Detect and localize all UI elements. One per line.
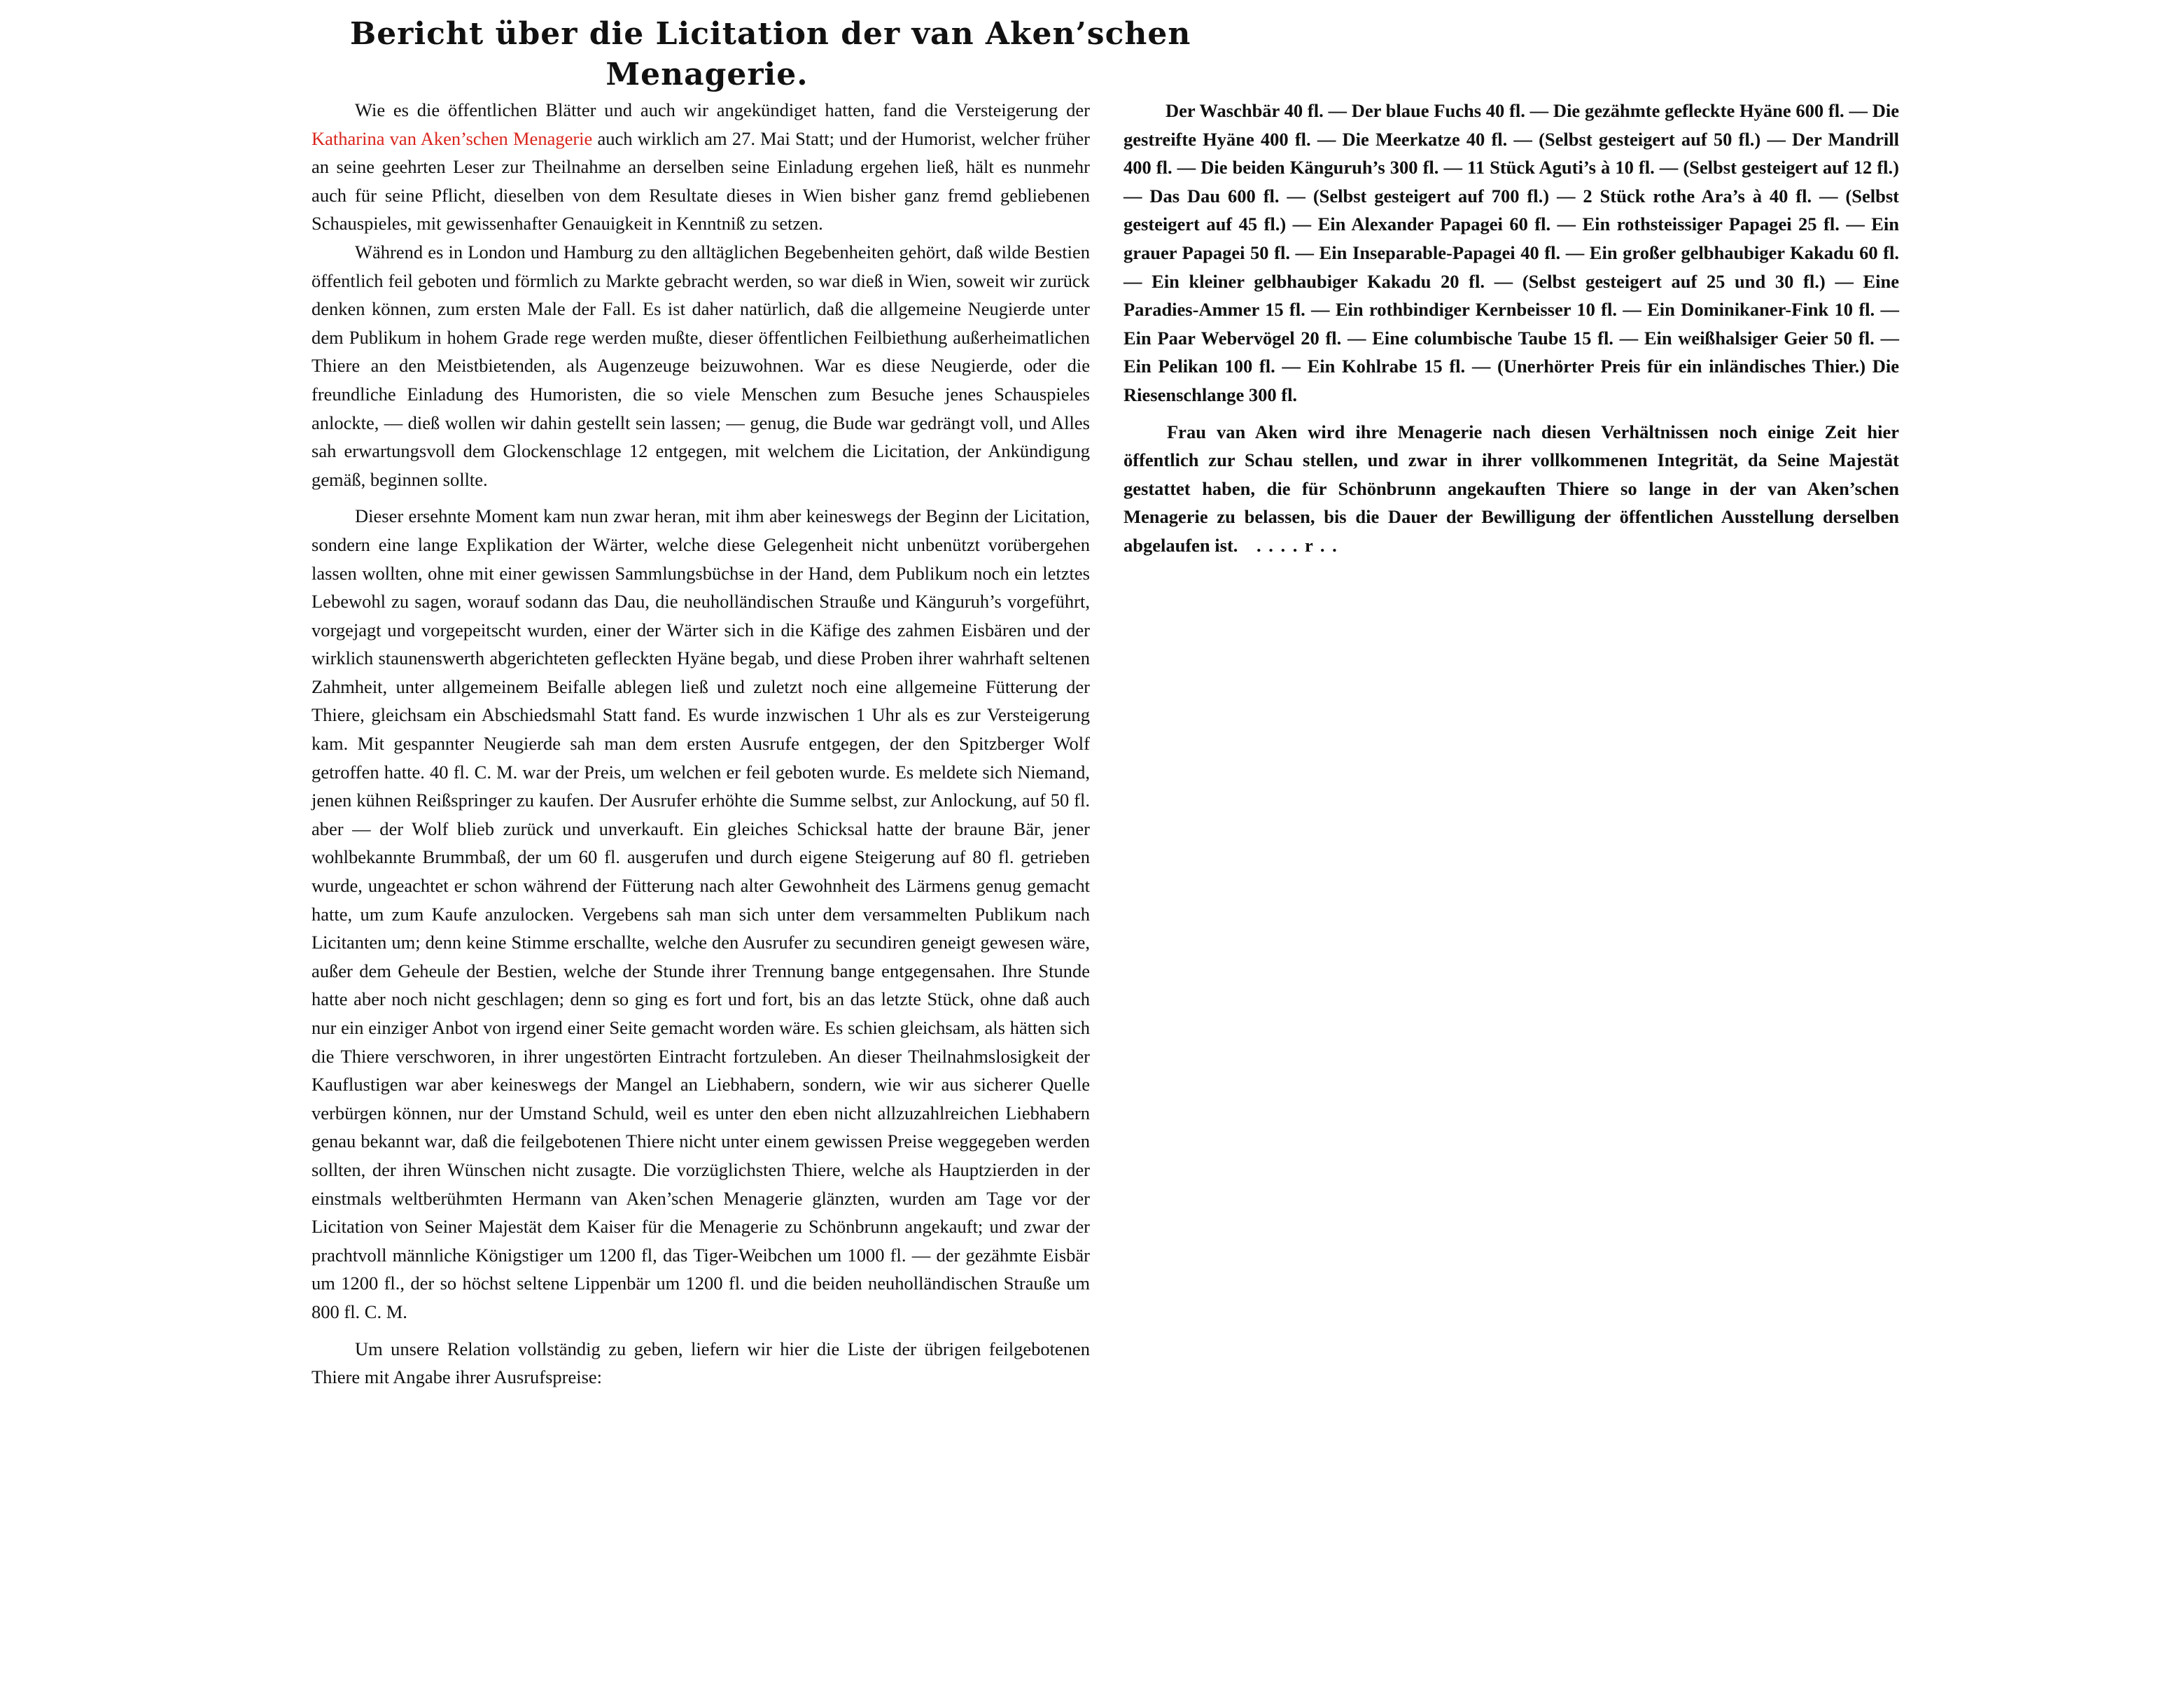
intro-text-after: auch wirklich am 27. Mai Statt; und der Humorist, welcher früher an seine geehrten Leser zur Theilnahme an derselben seine Einladung ergehen ließ, hält es nunmehr auch für seine Pflicht, dieselben von dem Resultate dieses in Wien bisher ganz fremd gebliebenen Schauspieles, mit gewissenhafter Genauigkeit in Kenntniß zu setzen. — [312, 127, 1090, 234]
paragraph-list-intro: Um unsere Relation vollständig zu geben, liefern wir hier die Liste der übrigen feilgebotenen Thiere mit Angabe ihrer Ausrufspreise: — [312, 1338, 1090, 1388]
article-title — [350, 14, 1191, 95]
title-line-2: Menagerie. — [606, 57, 808, 92]
paragraph-context: Während es in London und Hamburg zu den alltäglichen Begebenheiten gehört, daß wilde Bestien öffentlich feil geboten und förmlich zu Markte gebracht werden, so war dieß in Wien, soweit wir zurück denken können, zum ersten Male der Fall. Es ist daher natürlich, daß die allgemeine Neugierde unter dem Publikum in hohem Grade rege werden mußte, dieser öffentlichen Feilbiethung außerheimatlichen Thiere an den Meistbietenden, als Augenzeuge beizuwohnen. War es diese Neugierde, oder die freundliche Einladung des Humoristen, die so viele Menschen zum Besuche jenes Schauspieles anlockte, — dieß wollen wir dahin gestellt sein lassen; — genug, die Bude war gedrängt voll, und Alles sah erwartungsvoll dem Glockenschlage 12 entgegen, mit welchem die Licitation, der Ankündigung gemäß, beginnen sollte. — [312, 241, 1090, 490]
author-signature: . . . . r . . — [1256, 534, 1338, 556]
paragraph-price-list: Der Waschbär 40 fl. — Der blaue Fuchs 40 fl. — Die gezähmte gefleckte Hyäne 600 fl. — Die gestreifte Hyäne 400 fl. — Die Meerkatze 40 fl. — (Selbst gesteigert auf 50 fl.) — Der Mandrill 400 fl. — Die beiden Känguruh’s 300 fl. — 11 Stück Aguti’s à 10 fl. — (Selbst gesteigert auf 12 fl.) — Das Dau 600 fl. — (Selbst gesteigert auf 700 fl.) — 2 Stück rothe Ara’s à 40 fl. — (Selbst gesteigert auf 45 fl.) — Ein Alexander Papagei 60 fl. — Ein rothsteissiger Papagei 25 fl. — Ein grauer Papagei 50 fl. — Ein Inseparable-Papagei 40 fl. — Ein großer gelbhaubiger Kakadu 60 fl. — Ein kleiner gelbhaubiger Kakadu 20 fl. — (Selbst gesteigert auf 25 und 30 fl.) — Eine Paradies-Ammer 15 fl. — Ein rothbindiger Kernbeisser 10 fl. — Ein Dominikaner-Fink 10 fl. — Ein Paar Webervögel 20 fl. — Eine columbische Taube 15 fl. — Ein weißhalsiger Geier 50 fl. — Ein Pelikan 100 fl. — Ein Kohlrabe 15 fl. — (Unerhörter Preis für ein inländisches Thier.) Die Riesenschlange 300 fl. — [1124, 100, 1899, 405]
paragraph-intro — [312, 96, 1090, 238]
intro-text-before: Wie es die öffentlichen Blätter und auch wir angekündiget hatten, fand die Versteigerung der — [355, 99, 1090, 120]
right-column — [1124, 97, 1899, 560]
left-column — [312, 96, 1090, 1392]
paragraph-closing — [1124, 418, 1899, 560]
paragraph-auction-report: Dieser ersehnte Moment kam nun zwar heran, mit ihm aber keineswegs der Beginn der Licitation, sondern eine lange Explikation der Wärter, welche diese Gelegenheit nicht unbenützt vorübergehen lassen wollten, ohne mit einer gewissen Sammlungsbüchse in der Hand, dem Publikum noch ein letztes Lebewohl zu sagen, worauf sodann das Dau, die neuholländischen Strauße und Känguruh’s vorgeführt, vorgejagt und vorgepeitscht wurden, einer der Wärter sich in die Käfige des zahmen Eisbären und der wirklich staunenswerth abgerichteten gefleckten Hyäne begab, und diese Proben ihrer wahrhaft seltenen Zahmheit, unter allgemeinem Beifalle ablegen ließ und zuletzt noch eine allgemeine Fütterung der Thiere, gleichsam ein Abschiedsmahl Statt fand. Es wurde inzwischen 1 Uhr als es zur Versteigerung kam. Mit gespannter Neugierde sah man dem ersten Ausrufe entgegen, der den Spitzberger Wolf getroffen hatte. 40 fl. C. M. war der Preis, um welchen er feil geboten wurde. Es meldete sich Niemand, jenen kühnen Reißspringer zu kaufen. Der Ausrufer erhöhte die Summe selbst, zur Anlockung, auf 50 fl. aber — der Wolf blieb zurück und unverkauft. Ein gleiches Schicksal hatte der braune Bär, jener wohlbekannte Brummbaß, der um 60 fl. ausgerufen und durch eigene Steigerung auf 80 fl. getrieben wurde, ungeachtet er schon während der Fütterung nach alter Gewohnheit des Lärmens genug gemacht hatte, um zum Kaufe anzulocken. Vergebens sah man sich unter dem versammelten Publikum nach Licitanten um; denn keine Stimme erschallte, welche den Ausrufer zu secundiren geneigt gewesen wäre, außer dem Geheule der Bestien, welche der Stunde ihrer Trennung bange entgegensahen. Ihre Stunde hatte aber noch nicht geschlagen; denn so ging es fort und fort, bis an das letzte Stück, ohne daß auch nur ein einziger Anbot von irgend einer Seite gemacht worden wäre. Es schien gleichsam, als hätten sich die Thiere verschworen, in ihrer ungestörten Eintracht fortzuleben. An dieser Theilnahmslosigkeit der Kauflustigen war aber keineswegs der Mangel an Liebhabern, sondern, wie wir aus sicherer Quelle verbürgen können, nur der Umstand Schuld, weil es unter den eben nicht allzuzahlreichen Liebhabern genau bekannt war, daß die feilgebotenen Thiere nicht unter einem gewissen Preise weggegeben werden sollten, der ihren Wünschen nicht zusagte. Die vorzüglichsten Thiere, welche als Hauptzierden in der einstmals weltberühmten Hermann van Aken’schen Menagerie glänzten, wurden am Tage vor der Licitation von Seiner Majestät dem Kaiser für die Menagerie zu Schönbrunn angekauft; und zwar der prachtvoll männliche Königstiger um 1200 fl, das Tiger-Weibchen um 1000 fl. — der gezähmte Eisbär um 1200 fl., der so höchst seltene Lippenbär um 1200 fl. und die beiden neuholländischen Strauße um 800 fl. C. M. — [312, 505, 1090, 1322]
title-line-1: Bericht über die Licitation der van Aken’schen — [350, 16, 1191, 52]
closing-text: Frau van Aken wird ihre Menagerie nach diesen Verhältnissen noch einige Zeit hier öffentlich zur Schau stellen, und zwar in ihrer vollkommenen Integrität, da Seine Majestät gestattet haben, die für Schönbrunn angekauften Thiere so lange in der van Aken’schen Menagerie zu belassen, bis die Dauer der Bewilligung der öffentlichen Ausstellung derselben abgelaufen ist. — [1124, 421, 1899, 556]
menagerie-name-highlight: Katharina van Aken’schen Menagerie — [312, 127, 593, 149]
